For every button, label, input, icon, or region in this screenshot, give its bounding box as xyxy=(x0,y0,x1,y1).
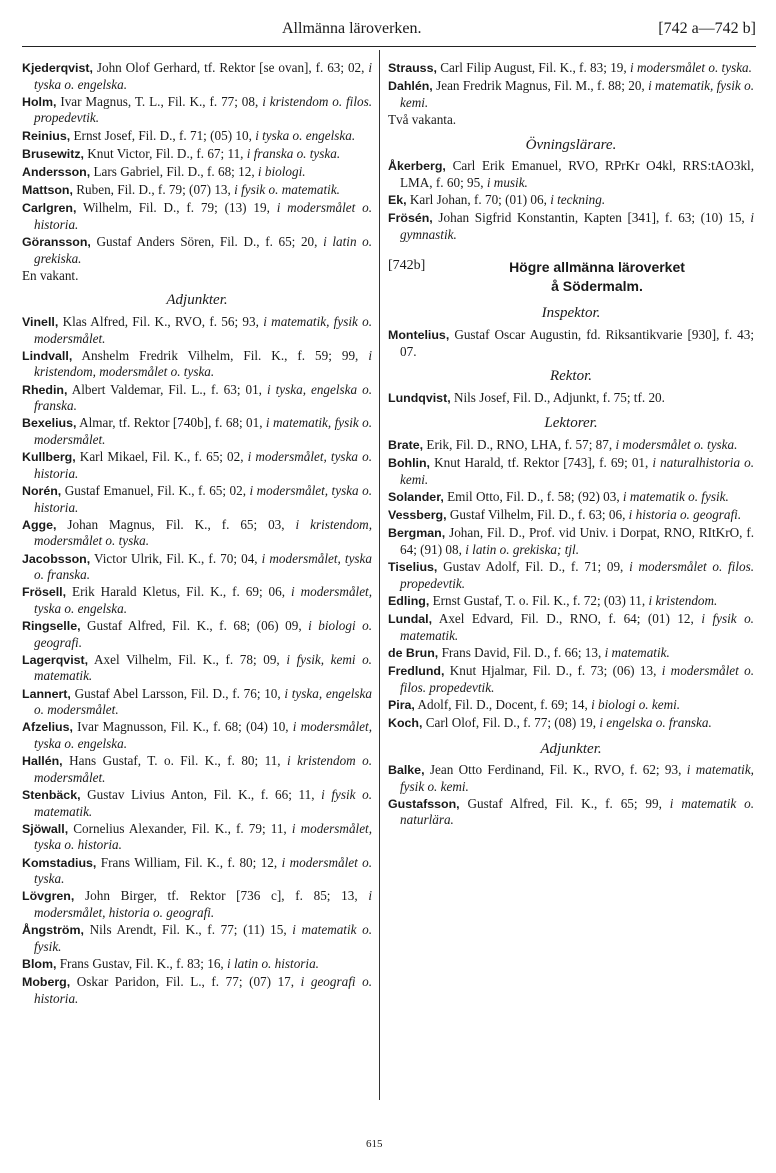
staff-subjects: i modersmålet, tyska o. engelska. xyxy=(34,584,373,616)
staff-entry xyxy=(388,645,754,662)
staff-name: Koch, xyxy=(388,715,423,730)
section-heading: Övningslärare. xyxy=(525,136,617,153)
staff-subjects: i kristendom o. modersmålet. xyxy=(34,753,373,785)
staff-entry xyxy=(22,753,372,785)
staff-name: Frösén, xyxy=(388,211,433,226)
staff-entry xyxy=(388,455,754,487)
staff-details: Johan Magnus, Fil. K., f. 65; 03, xyxy=(67,516,285,532)
staff-entry xyxy=(22,94,372,126)
staff-subjects: i matematik o. fysik. xyxy=(34,922,372,954)
staff-entry xyxy=(388,715,754,732)
staff-details: Johan, Fil. D., Prof. vid Univ. i Dorpat, RNO, RItKrO, f. 64; (91) 08, xyxy=(400,525,755,557)
staff-entry xyxy=(22,382,372,414)
staff-entry xyxy=(388,593,754,610)
staff-details: Karl Johan, f. 70; (01) 06, xyxy=(409,191,547,207)
staff-details: Gustaf Oscar Augustin, fd. Riksantikvarie [930], f. 43; 07. xyxy=(400,326,755,359)
staff-details: Frans Gustav, Fil. K., f. 83; 16, xyxy=(59,955,224,971)
document-page xyxy=(22,0,756,1173)
staff-details: Gustav Adolf, Fil. D., f. 71; 09, xyxy=(443,559,624,574)
staff-name: Solander, xyxy=(388,489,444,504)
staff-entry xyxy=(22,146,372,163)
staff-subjects: i modersmålet o. tyska. xyxy=(629,60,752,75)
staff-name: Lagerqvist, xyxy=(22,652,89,667)
header-title: Allmänna läroverken. xyxy=(282,20,422,37)
staff-details: Victor Ulrik, Fil. K., f. 70; 04, xyxy=(94,550,258,566)
staff-subjects: i modersmålet o. filos. propedevtik. xyxy=(400,559,755,591)
staff-entry xyxy=(22,128,372,145)
staff-name: Reinius, xyxy=(22,128,71,143)
staff-subjects: i biologi. xyxy=(257,163,306,179)
staff-subjects: i latin o. grekiska. xyxy=(34,234,373,266)
staff-entry xyxy=(22,449,372,481)
staff-subjects: i modersmålet, historia o. geografi. xyxy=(34,888,372,920)
staff-entry xyxy=(22,618,372,650)
staff-name: Bexelius, xyxy=(22,416,77,431)
staff-name: Moberg, xyxy=(22,975,71,990)
staff-name: Blom, xyxy=(22,956,57,971)
staff-subjects: i fysik o. matematik. xyxy=(400,610,754,643)
staff-subjects: i modersmålet, tyska o. historia. xyxy=(34,820,373,853)
staff-subjects: i modersmålet o. historia. xyxy=(34,200,373,232)
staff-entry xyxy=(22,652,372,684)
staff-entry xyxy=(388,796,754,828)
staff-entry xyxy=(388,158,754,190)
staff-details: John Olof Gerhard, tf. Rektor [se ovan], f. 63; 02, xyxy=(96,60,365,75)
staff-details: Johan Sigfrid Konstantin, Kapten [341], f. 63; (10) 15, xyxy=(438,210,745,226)
staff-entry xyxy=(388,60,754,77)
staff-entry xyxy=(22,888,372,920)
staff-entry xyxy=(22,551,372,583)
staff-name: Holm, xyxy=(22,94,57,109)
staff-name: Strauss, xyxy=(388,61,437,75)
staff-entry xyxy=(388,437,754,454)
school-heading xyxy=(388,258,754,296)
staff-subjects: i matematik o. fysik. xyxy=(622,488,729,504)
staff-subjects: i fysik o. matematik. xyxy=(234,182,340,198)
staff-subjects: i modersmålet, tyska o. franska. xyxy=(34,550,372,583)
staff-subjects: i franska o. tyska. xyxy=(246,145,341,161)
staff-entry xyxy=(388,489,754,506)
staff-details: Knut Victor, Fil. D., f. 67; 11, xyxy=(87,145,244,161)
staff-subjects: i modersmålet o. tyska. xyxy=(34,854,373,887)
staff-entry xyxy=(388,611,754,643)
staff-entry xyxy=(22,517,372,549)
staff-name: Rhedin, xyxy=(22,382,68,397)
staff-entry xyxy=(22,182,372,199)
staff-subjects: i matematik. xyxy=(604,644,670,660)
staff-name: Sjöwall, xyxy=(22,821,69,836)
staff-details: Axel Edvard, Fil. D., RNO, f. 64; (01) 12, xyxy=(438,610,694,626)
staff-name: Pira, xyxy=(388,697,415,712)
staff-name: Frösell, xyxy=(22,585,67,600)
staff-entry xyxy=(22,348,372,380)
staff-entry xyxy=(22,686,372,718)
staff-details: Karl Mikael, Fil. K., f. 65; 02, xyxy=(79,449,244,465)
staff-subjects: i musik. xyxy=(486,174,528,190)
school-name-line-2: å Södermalm. xyxy=(551,278,643,295)
staff-subjects: i latin o. historia. xyxy=(227,955,319,971)
staff-details: Gustaf Vilhelm, Fil. D., f. 63; 06, xyxy=(449,507,626,523)
staff-name: Bohlin, xyxy=(388,456,430,471)
staff-subjects: i modersmålet, tyska o. engelska. xyxy=(34,719,372,752)
staff-name: Lundqvist, xyxy=(388,390,451,405)
staff-name: Tiselius, xyxy=(388,560,438,574)
staff-subjects: i teckning. xyxy=(550,191,606,207)
section-heading: Rektor. xyxy=(549,368,593,385)
staff-entry xyxy=(388,697,754,714)
staff-details: Ivar Magnusson, Fil. K., f. 68; (04) 10, xyxy=(77,719,289,735)
staff-details: Knut Hjalmar, Fil. D., f. 73; (06) 13, xyxy=(449,662,657,678)
staff-details: Adolf, Fil. D., Docent, f. 69; 14, xyxy=(417,696,588,712)
running-header xyxy=(22,20,756,42)
staff-details: Erik, Fil. D., RNO, LHA, f. 57; 87, xyxy=(426,436,613,452)
staff-name: Edling, xyxy=(388,593,430,608)
staff-details: Nils Josef, Fil. D., Adjunkt, f. 75; tf. 20. xyxy=(453,389,665,405)
note-line: Två vakanta. xyxy=(388,111,457,127)
right-column-top xyxy=(388,60,754,242)
right-column xyxy=(388,60,754,830)
staff-subjects: i matematik, fysik o. kemi. xyxy=(400,78,754,110)
staff-entry xyxy=(22,956,372,973)
section-heading: Adjunkter. xyxy=(540,740,602,757)
staff-details: Anshelm Fredrik Vilhelm, Fil. K., f. 59; 99, xyxy=(81,347,359,363)
page-number: 615 xyxy=(366,1138,383,1150)
staff-details: Erik Harald Kletus, Fil. K., f. 69; 06, xyxy=(72,584,286,600)
staff-entry xyxy=(388,390,754,407)
staff-name: Ångström, xyxy=(22,923,84,938)
staff-details: John Birger, tf. Rektor [736 c], f. 85; 13, xyxy=(85,888,358,904)
staff-details: Albert Valdemar, Fil. L., f. 63; 01, xyxy=(71,381,262,397)
staff-name: Kjederqvist, xyxy=(22,61,93,75)
staff-details: Frans William, Fil. K., f. 80; 12, xyxy=(100,854,278,870)
staff-subjects: i biologi o. geografi. xyxy=(34,618,372,650)
staff-name: de Brun, xyxy=(388,645,439,660)
staff-details: Klas Alfred, Fil. K., RVO, f. 56; 93, xyxy=(62,314,259,330)
staff-details: Carl Olof, Fil. D., f. 77; (08) 19, xyxy=(425,714,597,730)
staff-entry xyxy=(22,821,372,853)
note-line: En vakant. xyxy=(22,267,79,283)
staff-entry xyxy=(22,234,372,266)
staff-entry xyxy=(22,415,372,447)
staff-name: Fredlund, xyxy=(388,663,445,678)
staff-name: Vessberg, xyxy=(388,508,447,523)
staff-details: Axel Vilhelm, Fil. K., f. 78; 09, xyxy=(93,651,280,667)
staff-subjects: i kristendom, modersmålet o. tyska. xyxy=(34,347,373,380)
staff-name: Göransson, xyxy=(22,235,91,250)
staff-name: Mattson, xyxy=(22,183,73,198)
staff-details: Gustav Livius Anton, Fil. K., f. 66; 11, xyxy=(87,787,315,802)
staff-details: Nils Arendt, Fil. K., f. 77; (11) 15, xyxy=(89,922,287,938)
staff-subjects: i kristendom, modersmålet o. tyska. xyxy=(34,516,373,549)
staff-entry xyxy=(22,314,372,346)
staff-details: Almar, tf. Rektor [740b], f. 68; 01, xyxy=(79,415,263,431)
staff-subjects: i tyska o. engelska. xyxy=(34,60,373,92)
staff-details: Wilhelm, Fil. D., f. 79; (13) 19, xyxy=(82,200,270,216)
staff-name: Andersson, xyxy=(22,164,91,179)
staff-subjects: i historia o. geografi. xyxy=(628,507,742,523)
staff-entry xyxy=(388,507,754,524)
staff-subjects: i kristendom. xyxy=(648,592,718,608)
staff-subjects: i biologi o. kemi. xyxy=(591,696,681,712)
school-name-line-1: Högre allmänna läroverket xyxy=(509,259,685,276)
staff-details: Carl Erik Emanuel, RVO, RPrKr O4kl, RRS:tAO3kl, LMA, f. 60; 95, xyxy=(400,158,754,190)
staff-details: Gustaf Alfred, Fil. K., f. 65; 99, xyxy=(467,795,662,811)
staff-details: Oskar Paridon, Fil. L., f. 77; (07) 17, xyxy=(76,974,295,990)
section-heading: Lektorer. xyxy=(544,415,598,432)
staff-name: Lövgren, xyxy=(22,889,75,904)
staff-entry xyxy=(22,787,372,819)
staff-entry xyxy=(388,327,754,359)
staff-name: Åkerberg, xyxy=(388,159,446,174)
staff-details: Ernst Gustaf, T. o. Fil. K., f. 72; (03) 11, xyxy=(432,592,646,608)
staff-details: Cornelius Alexander, Fil. K., f. 79; 11, xyxy=(73,820,287,836)
staff-subjects: i latin o. grekiska; tjl. xyxy=(465,541,579,557)
staff-entry xyxy=(388,210,754,242)
staff-subjects: i modersmålet, tyska o. historia. xyxy=(34,449,372,481)
staff-name: Dahlén, xyxy=(388,79,433,94)
staff-subjects: i naturalhistoria o. kemi. xyxy=(400,455,755,487)
staff-name: Agge, xyxy=(22,517,57,532)
staff-subjects: i fysik, kemi o. matematik. xyxy=(34,651,372,684)
column-divider xyxy=(379,50,380,1100)
staff-entry xyxy=(22,974,372,1006)
staff-details: Emil Otto, Fil. D., f. 58; (92) 03, xyxy=(447,488,620,504)
staff-details: Gustaf Alfred, Fil. K., f. 68; (06) 09, xyxy=(87,618,302,634)
staff-name: Brusewitz, xyxy=(22,146,84,161)
staff-name: Montelius, xyxy=(388,327,450,342)
staff-name: Gustafsson, xyxy=(388,796,460,811)
staff-details: Ernst Josef, Fil. D., f. 71; (05) 10, xyxy=(73,127,252,143)
staff-name: Vinell, xyxy=(22,315,59,330)
staff-entry xyxy=(22,719,372,751)
header-column-range: [742 a—742 b] xyxy=(658,20,756,37)
staff-details: Carl Filip August, Fil. K., f. 83; 19, xyxy=(440,60,627,75)
staff-subjects: i modersmålet, tyska o. historia. xyxy=(34,482,373,515)
staff-entry xyxy=(22,922,372,954)
staff-subjects: i matematik, fysik o. modersmålet. xyxy=(34,415,373,447)
staff-name: Jacobsson, xyxy=(22,551,91,566)
staff-entry xyxy=(388,663,754,695)
staff-details: Lars Gabriel, Fil. D., f. 68; 12, xyxy=(93,163,255,179)
staff-entry xyxy=(22,200,372,232)
staff-name: Lindvall, xyxy=(22,348,73,363)
staff-name: Lundal, xyxy=(388,611,433,626)
staff-name: Hallén, xyxy=(22,754,63,769)
staff-details: Ruben, Fil. D., f. 79; (07) 13, xyxy=(76,182,231,198)
staff-entry xyxy=(388,525,754,557)
staff-name: Komstadius, xyxy=(22,855,97,870)
staff-name: Afzelius, xyxy=(22,720,73,735)
staff-entry xyxy=(22,584,372,616)
staff-subjects: i gymnastik. xyxy=(400,210,755,242)
staff-details: Gustaf Abel Larsson, Fil. D., f. 76; 10, xyxy=(74,685,281,701)
staff-subjects: i tyska o. engelska. xyxy=(255,127,356,143)
staff-details: Knut Harald, tf. Rektor [743], f. 69; 01, xyxy=(434,455,649,471)
staff-details: Ivar Magnus, T. L., Fil. K., f. 77; 08, xyxy=(60,93,259,109)
staff-subjects: i geografi o. historia. xyxy=(34,974,372,1006)
section-heading: Inspektor. xyxy=(541,305,601,322)
staff-entry xyxy=(388,559,754,591)
staff-name: Kullberg, xyxy=(22,450,76,465)
staff-details: Jean Fredrik Magnus, Fil. M., f. 88; 20, xyxy=(436,78,645,94)
staff-name: Ringselle, xyxy=(22,619,81,634)
staff-subjects: i kristendom o. filos. propedevtik. xyxy=(34,93,373,126)
left-column xyxy=(22,60,372,1008)
staff-details: Gustaf Emanuel, Fil. K., f. 65; 02, xyxy=(64,482,247,498)
staff-entry xyxy=(22,60,372,92)
staff-entry xyxy=(22,855,372,887)
staff-subjects: i matematik o. naturlära. xyxy=(400,795,755,828)
staff-name: Bergman, xyxy=(388,526,446,541)
staff-name: Ek, xyxy=(388,192,407,207)
staff-subjects: i matematik, fysik o. modersmålet. xyxy=(34,314,373,346)
staff-subjects: i modersmålet o. filos. propedevtik. xyxy=(400,662,754,695)
school-ref: [742b] xyxy=(388,258,426,274)
staff-entry xyxy=(388,78,754,110)
staff-details: Frans David, Fil. D., f. 66; 13, xyxy=(441,644,602,660)
section-heading: Adjunkter. xyxy=(166,292,228,309)
staff-name: Brate, xyxy=(388,437,424,452)
staff-entry xyxy=(22,164,372,181)
right-column-bottom xyxy=(388,306,754,828)
staff-name: Norén, xyxy=(22,483,62,498)
staff-details: Jean Otto Ferdinand, Fil. K., RVO, f. 62; 93, xyxy=(429,762,682,778)
staff-subjects: i engelska o. franska. xyxy=(599,714,712,730)
staff-subjects: i tyska, engelska o. franska. xyxy=(34,381,372,414)
staff-entry xyxy=(388,762,754,794)
staff-details: Hans Gustaf, T. o. Fil. K., f. 80; 11, xyxy=(69,753,281,769)
staff-subjects: i tyska, engelska o. modersmålet. xyxy=(34,685,372,718)
staff-subjects: i fysik o. matematik. xyxy=(34,787,372,819)
staff-name: Carlgren, xyxy=(22,201,77,216)
staff-name: Lannert, xyxy=(22,686,71,701)
staff-name: Stenbäck, xyxy=(22,788,81,802)
staff-subjects: i modersmålet o. tyska. xyxy=(615,436,738,452)
staff-subjects: i matematik, fysik o. kemi. xyxy=(400,762,754,794)
staff-name: Balke, xyxy=(388,763,425,778)
school-name xyxy=(440,258,754,296)
staff-entry xyxy=(388,192,754,209)
staff-details: Gustaf Anders Sören, Fil. D., f. 65; 20, xyxy=(96,234,318,250)
header-rule xyxy=(22,46,756,47)
staff-entry xyxy=(22,483,372,515)
